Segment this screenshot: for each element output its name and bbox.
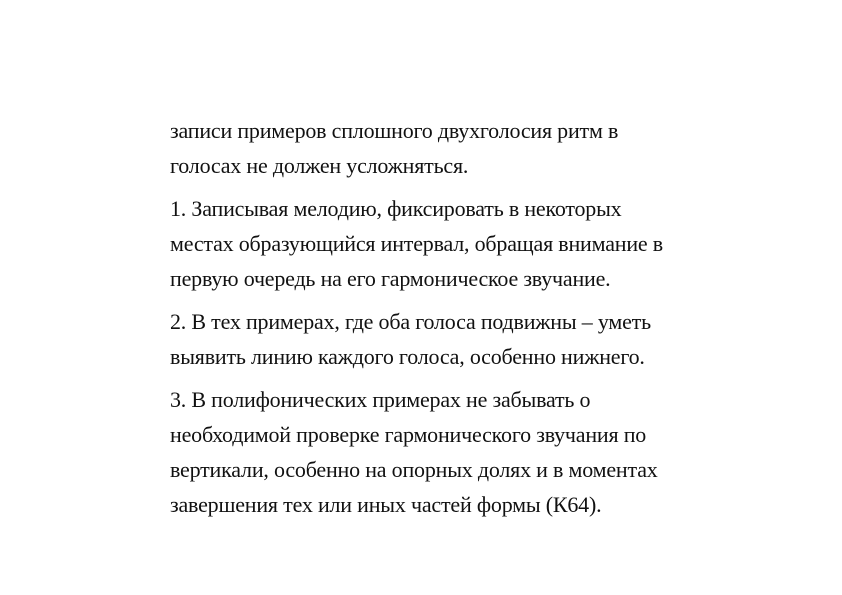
text-line: завершения тех или иных частей формы (К64).: [170, 492, 602, 517]
text-line: выявить линию каждого голоса, особенно нижнего.: [170, 344, 645, 369]
text-line: местах образующийся интервал, обращая внимание в: [170, 231, 663, 256]
text-line: голосах не должен усложняться.: [170, 153, 469, 178]
text-line: вертикали, особенно на опорных долях и в моментах: [170, 457, 658, 482]
document-body: [170, 113, 730, 530]
paragraph-intro: [170, 113, 730, 183]
paragraph-item-1: [170, 191, 730, 296]
text-line: 2. В тех примерах, где оба голоса подвижны – уметь: [170, 309, 651, 334]
paragraph-item-2: [170, 304, 730, 374]
text-line: записи примеров сплошного двухголосия ритм в: [170, 118, 619, 143]
text-line: 3. В полифонических примерах не забывать о: [170, 387, 591, 412]
paragraph-item-3: [170, 382, 730, 522]
text-line: 1. Записывая мелодию, фиксировать в некоторых: [170, 196, 622, 221]
text-line: первую очередь на его гармоническое звучание.: [170, 266, 611, 291]
text-line: необходимой проверке гармонического звучания по: [170, 422, 647, 447]
